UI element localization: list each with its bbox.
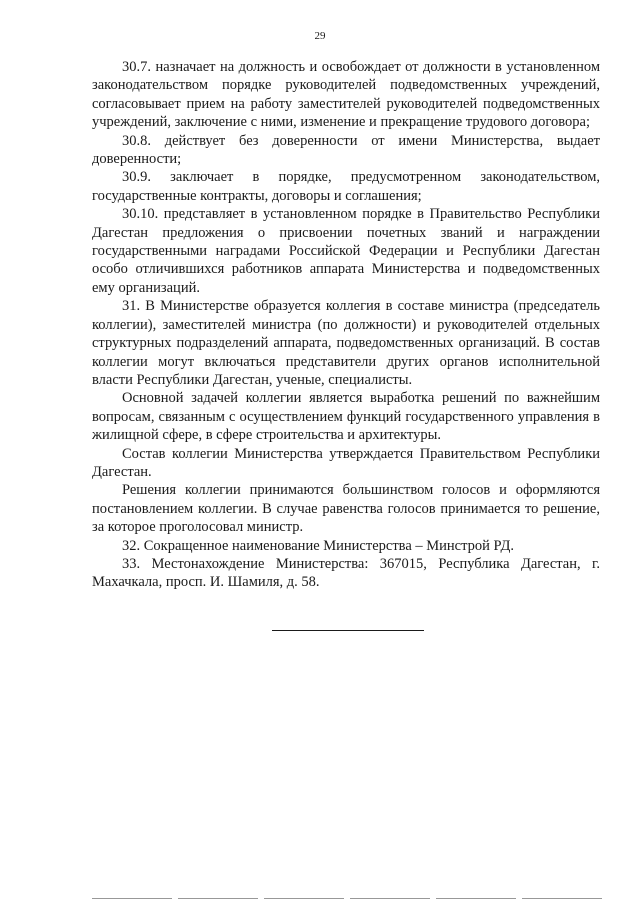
document-body <box>92 58 600 592</box>
paragraph-collegium-decisions: Решения коллегии принимаются большинством голосов и оформляются постановлением коллегии. В случае равенства голосов принимается то решение, за которое проголосовал министр. <box>92 482 600 536</box>
scan-edge-marks <box>92 898 602 901</box>
page-number: 29 <box>314 30 326 42</box>
paragraph-30-8: 30.8. действует без доверенности от имени Министерства, выдает доверенности; <box>92 132 600 168</box>
scan-mark <box>350 898 430 899</box>
scan-mark <box>436 898 516 899</box>
scan-mark <box>522 898 602 899</box>
paragraph-collegium-composition: Состав коллегии Министерства утверждается Правительством Республики Дагестан. <box>92 445 600 480</box>
paragraph-32: 32. Сокращенное наименование Министерства – Минстрой РД. <box>122 537 514 554</box>
end-separator-line <box>272 630 424 631</box>
paragraph-31: 31. В Министерстве образуется коллегия в составе министра (председатель коллегии), заместителей министра (по должности) и руководителей отдельных структурных подразделений аппарата, подведомственных организаций. В состав коллегии могут включаться представители других органов исполнительной власти Республики Дагестан, ученые, специалисты. <box>92 298 600 388</box>
paragraph-30-7: 30.7. назначает на должность и освобождает от должности в установленном законодательством порядке руководителей подведомственных учреждений, согласовывает прием на работу заместителей руководителей подведомственных учреждений, заключение с ними, изменение и прекращение трудового договора; <box>92 59 600 131</box>
paragraph-collegium-task: Основной задачей коллегии является выработка решений по важнейшим вопросам, связанным с осуществлением функций государственного управления в жилищной сфере, в сфере строительства и архитектуры. <box>92 390 600 444</box>
paragraph-33: 33. Местонахождение Министерства: 367015, Республика Дагестан, г. Махачкала, просп. И. Шамиля, д. 58. <box>92 555 600 591</box>
paragraph-30-10: 30.10. представляет в установленном порядке в Правительство Республики Дагестан предложения о присвоении почетных званий и награждении государственными наградами Российской Федерации и Республики Дагестан особо отличившихся работников аппарата Министерства и подведомственных ему организаций. <box>92 206 600 296</box>
scan-mark <box>178 898 258 899</box>
paragraph-30-9: 30.9. заключает в порядке, предусмотренном законодательством, государственные контракты, договоры и соглашения; <box>92 169 600 204</box>
scan-mark <box>264 898 344 899</box>
scan-mark <box>92 898 172 899</box>
